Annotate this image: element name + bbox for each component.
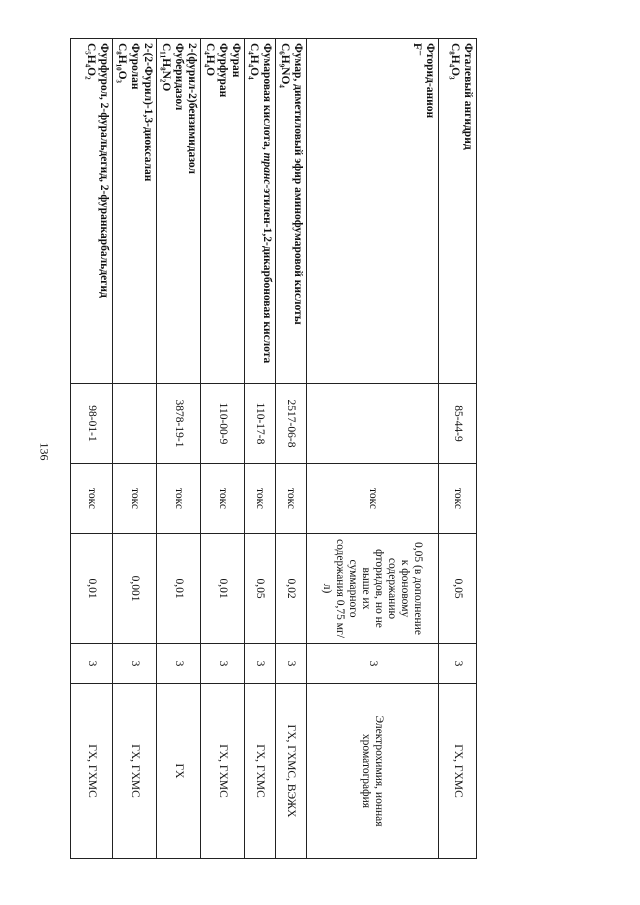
limit-value: 0,05 (в дополнение к фоновому содержанию фторидов, но не выше их суммарного содержания 0,75 мг/л) xyxy=(307,534,439,644)
substance-formula: C₆H₉NO₄ xyxy=(279,43,291,88)
cas-number: 98-01-1 xyxy=(71,384,113,464)
rotated-table-container xyxy=(77,38,477,858)
analysis-method: ГХ, ГХМС xyxy=(113,684,157,859)
trans-prefix: транс xyxy=(261,152,273,185)
hazard-sign: токс xyxy=(307,464,439,534)
analysis-method: Электрохимия, ионная хроматография xyxy=(307,684,439,859)
substance-name: Фурфурол, 2-фуральдегид, 2-фуранкарбальдегид xyxy=(98,43,110,298)
table-row xyxy=(71,39,113,859)
substance-name-cell xyxy=(113,39,157,384)
table-row xyxy=(245,39,276,859)
hazard-class: 3 xyxy=(71,644,113,684)
substance-name-cell xyxy=(276,39,307,384)
cas-number: 110-17-8 xyxy=(245,384,276,464)
hazard-sign: токс xyxy=(439,464,477,534)
substance-formula: C₈H₁₀O₃ xyxy=(116,43,128,83)
substance-name: Фталевый ангидрид xyxy=(462,43,474,150)
limit-value: 0,01 xyxy=(71,534,113,644)
table-row xyxy=(276,39,307,859)
substance-name-cell xyxy=(157,39,201,384)
hazard-sign: токс xyxy=(276,464,307,534)
page-number: 136 xyxy=(37,442,52,461)
hazard-sign: токс xyxy=(201,464,245,534)
substance-name-cell xyxy=(71,39,113,384)
substance-name: Фуран xyxy=(230,43,242,78)
substance-name-cell xyxy=(307,39,439,384)
hazard-class: 3 xyxy=(245,644,276,684)
substance-name: Фумаровая кислота, транс-этилен-1,2-дикарбоновая кислота xyxy=(261,43,273,364)
cas-number: 2517-06-8 xyxy=(276,384,307,464)
analysis-method: ГХ, ГХМС xyxy=(201,684,245,859)
analysis-method: ГХ, ГХМС xyxy=(245,684,276,859)
substance-formula: C₅H₄O₂ xyxy=(85,43,97,80)
hazard-class: 3 xyxy=(201,644,245,684)
limit-value: 0,001 xyxy=(113,534,157,644)
substance-synonym: Фурфуран xyxy=(217,43,229,98)
hazard-class: 3 xyxy=(113,644,157,684)
cas-number: 110-00-9 xyxy=(201,384,245,464)
hazard-class: 3 xyxy=(439,644,477,684)
analysis-method: ГХ, ГХМС, ВЭЖХ xyxy=(276,684,307,859)
limit-value: 0,01 xyxy=(201,534,245,644)
substance-synonym: Фуберидазол xyxy=(173,43,185,111)
limit-value: 0,02 xyxy=(276,534,307,644)
hazard-sign: токс xyxy=(245,464,276,534)
substance-name-cell xyxy=(245,39,276,384)
cas-number: 3878-19-1 xyxy=(157,384,201,464)
substance-name-cell xyxy=(201,39,245,384)
substance-formula: C₈H₄O₃ xyxy=(449,43,461,80)
substance-formula: C₄H₄O xyxy=(204,43,216,77)
substance-name: Фумар, диметиловый эфир аминофумаровой кислоты xyxy=(292,43,304,325)
cas-number: 85-44-9 xyxy=(439,384,477,464)
hazard-sign: токс xyxy=(113,464,157,534)
substance-name: 2-(2-Фурил)-1,3-диоксалан xyxy=(142,43,154,182)
table-row xyxy=(439,39,477,859)
cas-number xyxy=(307,384,439,464)
table-row xyxy=(157,39,201,859)
limit-value: 0,05 xyxy=(439,534,477,644)
substance-formula: C₁₁H₈N₂O xyxy=(160,43,172,92)
substance-formula: C₄H₄O₄ xyxy=(248,43,260,80)
hazard-class: 3 xyxy=(307,644,439,684)
hazard-sign: токс xyxy=(157,464,201,534)
substance-synonym: Фуролан xyxy=(129,43,141,90)
limit-value: 0,05 xyxy=(245,534,276,644)
substance-formula: F⁻ xyxy=(411,43,423,57)
substances-table xyxy=(70,38,477,859)
substance-name-cell xyxy=(439,39,477,384)
analysis-method: ГХ, ГХМС xyxy=(439,684,477,859)
hazard-class: 3 xyxy=(276,644,307,684)
analysis-method: ГХ xyxy=(157,684,201,859)
hazard-class: 3 xyxy=(157,644,201,684)
table-row xyxy=(113,39,157,859)
hazard-sign: токс xyxy=(71,464,113,534)
substance-name: 2-(фурил-2)бензимидазол xyxy=(186,43,198,174)
table-row xyxy=(201,39,245,859)
analysis-method: ГХ, ГХМС xyxy=(71,684,113,859)
limit-value: 0,01 xyxy=(157,534,201,644)
table-row xyxy=(307,39,439,859)
cas-number xyxy=(113,384,157,464)
substance-name: Фторид-анион xyxy=(424,43,436,119)
